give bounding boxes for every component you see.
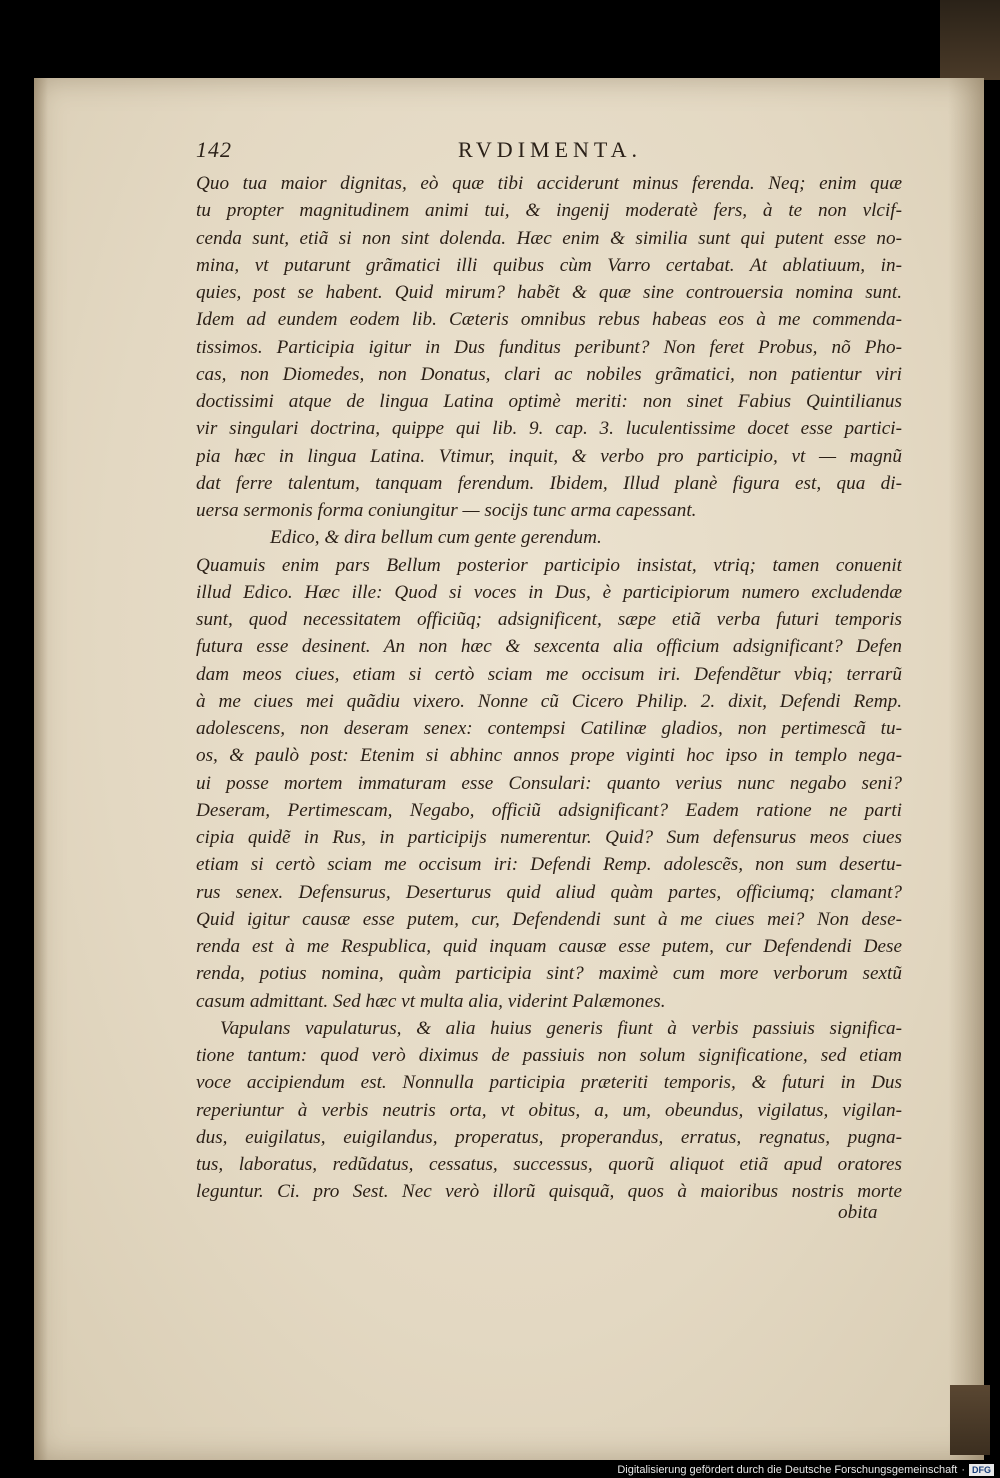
text-line: Quo tua maior dignitas, eò quæ tibi acciderunt minus ferenda. Neq; enim quæ <box>196 173 902 194</box>
text-line: tione tantum: quod verò diximus de passiuis non solum significatione, sed etiam <box>196 1045 902 1066</box>
book-spine-top <box>940 0 1000 80</box>
text-line: pia hæc in lingua Latina. Vtimur, inquit, & verbo pro participio, vt — magnũ <box>196 445 902 467</box>
body-text <box>196 170 902 1206</box>
text-line: Quid igitur causæ esse putem, cur, Defendendi sunt à me ciues mei? Non dese- <box>196 908 902 930</box>
text-line: sunt, quod necessitatem officiũq; adsignificent, sæpe etiã verba futuri temporis <box>196 609 902 630</box>
running-head <box>196 137 756 169</box>
footer-attribution <box>617 1462 994 1478</box>
text-line: renda, potius nomina, quàm participia sint? maximè cum more verborum sextũ <box>196 963 902 985</box>
text-line: Deseram, Pertimescam, Negabo, officiũ adsignificant? Eadem ratione ne parti <box>196 799 902 821</box>
text-line: dam meos ciues, etiam si certò sciam me occisum iri. Defendẽtur vbiq; terrarũ <box>196 663 902 685</box>
running-title: RVDIMENTA. <box>458 137 642 162</box>
text-line: futura esse desinent. An non hæc & sexcenta alia officium adsignificant? Defen <box>196 636 902 658</box>
text-line: adolescens, non deseram senex: contempsi Catilinæ gladios, non pertimescã tu- <box>196 718 902 739</box>
text-line: tu propter magnitudinem animi tui, & ingenij moderatè fers, à te non vlcif- <box>196 200 902 222</box>
text-line: dat ferre talentum, tanquam ferendum. Ibidem, Illud planè figura est, qua di- <box>196 472 902 494</box>
text-line: casum admittant. Sed hæc vt multa alia, viderint Palæmones. <box>196 990 666 1012</box>
text-line: mina, vt putarunt grãmatici illi quibus cùm Varro certabat. At ablatiuum, in- <box>196 254 902 276</box>
text-line: dus, euigilatus, euigilandus, properatus, properandus, erratus, regnatus, pugna- <box>196 1126 902 1148</box>
text-line: tus, laboratus, redũdatus, cessatus, successus, quorũ aliquot etiã apud oratores <box>196 1154 902 1175</box>
text-line: cipia quidẽ in Rus, in participijs numerentur. Quid? Sum defensurus meos ciues <box>196 827 902 848</box>
dfg-logo-icon: DFG <box>969 1464 994 1476</box>
text-line: etiam si certò sciam me occisum iri: Defendi Remp. adolescẽs, non sum desertu- <box>196 854 902 876</box>
text-line: leguntur. Ci. pro Sest. Nec verò illorũ quisquã, quos à maioribus nostris morte <box>196 1181 902 1203</box>
text-line: voce accipiendum est. Nonnulla participia præteriti temporis, & futuri in Dus <box>196 1072 902 1094</box>
page-number: 142 <box>196 137 232 162</box>
text-line: renda est à me Respublica, quid inquam causæ esse putem, cur Defendendi Dese <box>196 936 902 957</box>
text-line: tissimos. Participia igitur in Dus funditus peribunt? Non feret Probus, nõ Pho- <box>196 336 902 358</box>
text-line: vir singulari doctrina, quippe qui lib. 9. cap. 3. luculentissime docet esse partici- <box>196 418 902 440</box>
text-line: cenda sunt, etiã si non sint dolenda. Hæc enim & similia sunt qui putent esse no- <box>196 227 902 249</box>
text-line: doctissimi atque de lingua Latina optimè meriti: non sinet Fabius Quintilianus <box>196 391 902 412</box>
gutter-shadow <box>34 78 48 1460</box>
text-line: illud Edico. Hæc ille: Quod si voces in Dus, è participiorum numero excludendæ <box>196 581 902 603</box>
text-line: Idem ad eundem eodem lib. Cæteris omnibus rebus habeas eos à me commenda- <box>196 309 902 331</box>
text-line: rus senex. Defensurus, Deserturus quid aliud quàm partes, officiumq; clamant? <box>196 881 902 903</box>
footer-text: Digitalisierung gefördert durch die Deutsche Forschungsgemeinschaft <box>617 1464 958 1476</box>
text-line: Vapulans vapulaturus, & alia huius generis fiunt à verbis passiuis significa- <box>220 1017 902 1039</box>
footer-separator: · <box>961 1464 965 1476</box>
text-line: Quamuis enim pars Bellum posterior participio insistat, vtriq; tamen conuenit <box>196 554 902 576</box>
catchword: obita <box>838 1202 878 1223</box>
text-line: ui posse mortem immaturam esse Consulari: quanto verius nunc negabo seni? <box>196 772 902 794</box>
book-spine-bottom <box>950 1385 990 1455</box>
text-line: cas, non Diomedes, non Donatus, clari ac nobiles grãmatici, non patientur viri <box>196 363 902 385</box>
text-line: reperiuntur à verbis neutris orta, vt obitus, a, um, obeundus, vigilatus, vigilan- <box>196 1099 902 1121</box>
text-line: Edico, & dira bellum cum gente gerendum. <box>270 527 602 549</box>
page-edge-shadow <box>948 78 984 1460</box>
text-line: à me ciues mei quãdiu vixero. Nonne cũ Cicero Philip. 2. dixit, Defendi Remp. <box>196 690 902 712</box>
text-line: os, & paulò post: Etenim si abhinc annos prope viginti hoc ipso in templo nega- <box>196 745 902 767</box>
text-line: uersa sermonis forma coniungitur — socijs tunc arma capessant. <box>196 500 697 521</box>
text-line: quies, post se habent. Quid mirum? habẽt & quæ sine controuersia nomina sunt. <box>196 282 902 303</box>
